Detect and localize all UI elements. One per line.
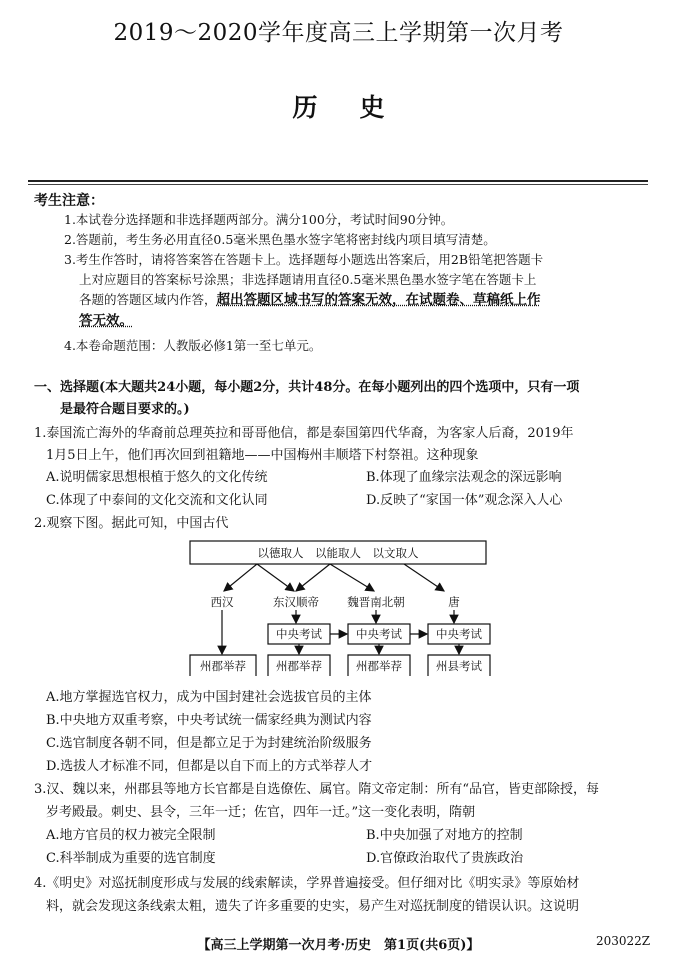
q3-option-c: C.科举制成为重要的选官制度 — [46, 851, 216, 866]
local-label-2: 州郡举荐 — [276, 659, 322, 673]
arrow-to-donghan-2 — [296, 564, 330, 591]
central-exam-label-3: 中央考试 — [436, 627, 482, 641]
q3-option-a: A.地方官员的权力被完全限制 — [46, 828, 216, 843]
q4-stem-line-1: 4.《明史》对巡抚制度形成与发展的线索解读，学界普遍接受。但仔细对比《明实录》等原始材 — [34, 876, 580, 891]
q2-option-a: A.地方掌握选官权力，成为中国封建社会选拔官员的主体 — [46, 690, 372, 705]
page-footer: 【高三上学期第一次月考·历史 第1页(共6页)】 — [197, 938, 480, 953]
central-exam-label-2: 中央考试 — [356, 627, 402, 641]
notice-line-1: 1.本试卷分选择题和非选择题两部分。满分100分，考试时间90分钟。 — [64, 212, 454, 227]
q3-stem-line-1: 3.汉、魏以来，州郡县等地方长官都是自选僚佐、属官。隋文帝定制：所有“品官，皆吏部除授，每 — [34, 782, 600, 797]
q3-option-d: D.官僚政治取代了贵族政治 — [366, 851, 524, 866]
notice-line-7: 4.本卷命题范围：人教版必修1第一至七单元。 — [64, 338, 322, 353]
era-xihan: 西汉 — [210, 595, 234, 609]
q1-stem-line-1: 1.泰国流亡海外的华裔前总理英拉和哥哥他信，都是泰国第四代华裔，为客家人后裔，2019年 — [34, 426, 574, 441]
notice-line-5-bold: 超出答题区域书写的答案无效，在试题卷、草稿纸上作 — [216, 292, 541, 308]
arrow-to-xihan — [224, 564, 257, 591]
era-tang: 唐 — [448, 595, 460, 609]
q1-option-d: D.反映了“家国一体”观念深入人心 — [366, 493, 563, 508]
diagram-top-label: 以德取人 以能取人 以文取人 — [257, 546, 419, 560]
q1-stem-line-2: 1月5日上午，他们再次回到祖籍地——中国梅州丰顺塔下村祭祖。这种现象 — [46, 448, 479, 463]
arrow-to-tang — [404, 564, 444, 591]
notice-line-2: 2.答题前，考生务必用直径0.5毫米黑色墨水签字笔将密封线内项目填写清楚。 — [64, 232, 496, 247]
q3-option-b: B.中央加强了对地方的控制 — [366, 828, 523, 843]
q1-option-c: C.体现了中泰间的文化交流和文化认同 — [46, 493, 268, 508]
q3-stem-line-2: 岁考殿最。刺史、县令，三年一迁；佐官，四年一迁。”这一变化表明，隋朝 — [46, 805, 476, 820]
notice-heading: 考生注意： — [34, 193, 104, 209]
q2-stem: 2.观察下图。据此可知，中国古代 — [34, 516, 229, 531]
local-label-4: 州县考试 — [436, 659, 482, 673]
exam-title: 2019～2020学年度高三上学期第一次月考 — [113, 20, 564, 46]
arrow-to-weijin — [330, 564, 374, 591]
section-heading-line-1: 一、选择题(本大题共24小题，每小题2分，共计48分。在每小题列出的四个选项中，只有一项 — [34, 380, 580, 395]
era-weijin-nanbeichao: 魏晋南北朝 — [347, 595, 405, 609]
q2-option-b: B.中央地方双重考察，中央考试统一儒家经典为测试内容 — [46, 713, 372, 728]
notice-line-5-normal: 各题的答题区域内作答， — [79, 292, 217, 307]
q4-stem-line-2: 料，就会发现这条线索太粗，遗失了许多重要的史实，易产生对巡抚制度的错误认识。这说明 — [46, 899, 580, 914]
q2-option-d: D.选拔人才标准不同，但都是以自下而上的方式举荐人才 — [46, 759, 373, 774]
notice-line-4: 上对应题目的答案标号涂黑；非选择题请用直径0.5毫米黑色墨水签字笔在答题卡上 — [79, 272, 537, 287]
q1-option-b: B.体现了血缘宗法观念的深远影响 — [366, 470, 562, 485]
q2-option-c: C.选官制度各朝不同，但是都立足于为封建统治阶级服务 — [46, 736, 372, 751]
exam-code: 203022Z — [596, 934, 651, 948]
arrow-to-donghan — [257, 564, 294, 591]
local-label-1: 州郡举荐 — [200, 659, 246, 673]
notice-line-6: 答无效。 — [79, 313, 133, 329]
central-exam-label-1: 中央考试 — [276, 627, 322, 641]
section-heading-line-2: 是最符合题目要求的。) — [60, 402, 190, 417]
subject-title: 历史 — [292, 93, 427, 122]
q1-option-a: A.说明儒家思想根植于悠久的文化传统 — [46, 470, 268, 485]
notice-line-3: 3.考生作答时，请将答案答在答题卡上。选择题每小题选出答案后，用2B铅笔把答题卡 — [64, 252, 544, 267]
era-donghan-shundi: 东汉顺帝 — [273, 595, 319, 609]
local-label-3: 州郡举荐 — [356, 659, 402, 673]
